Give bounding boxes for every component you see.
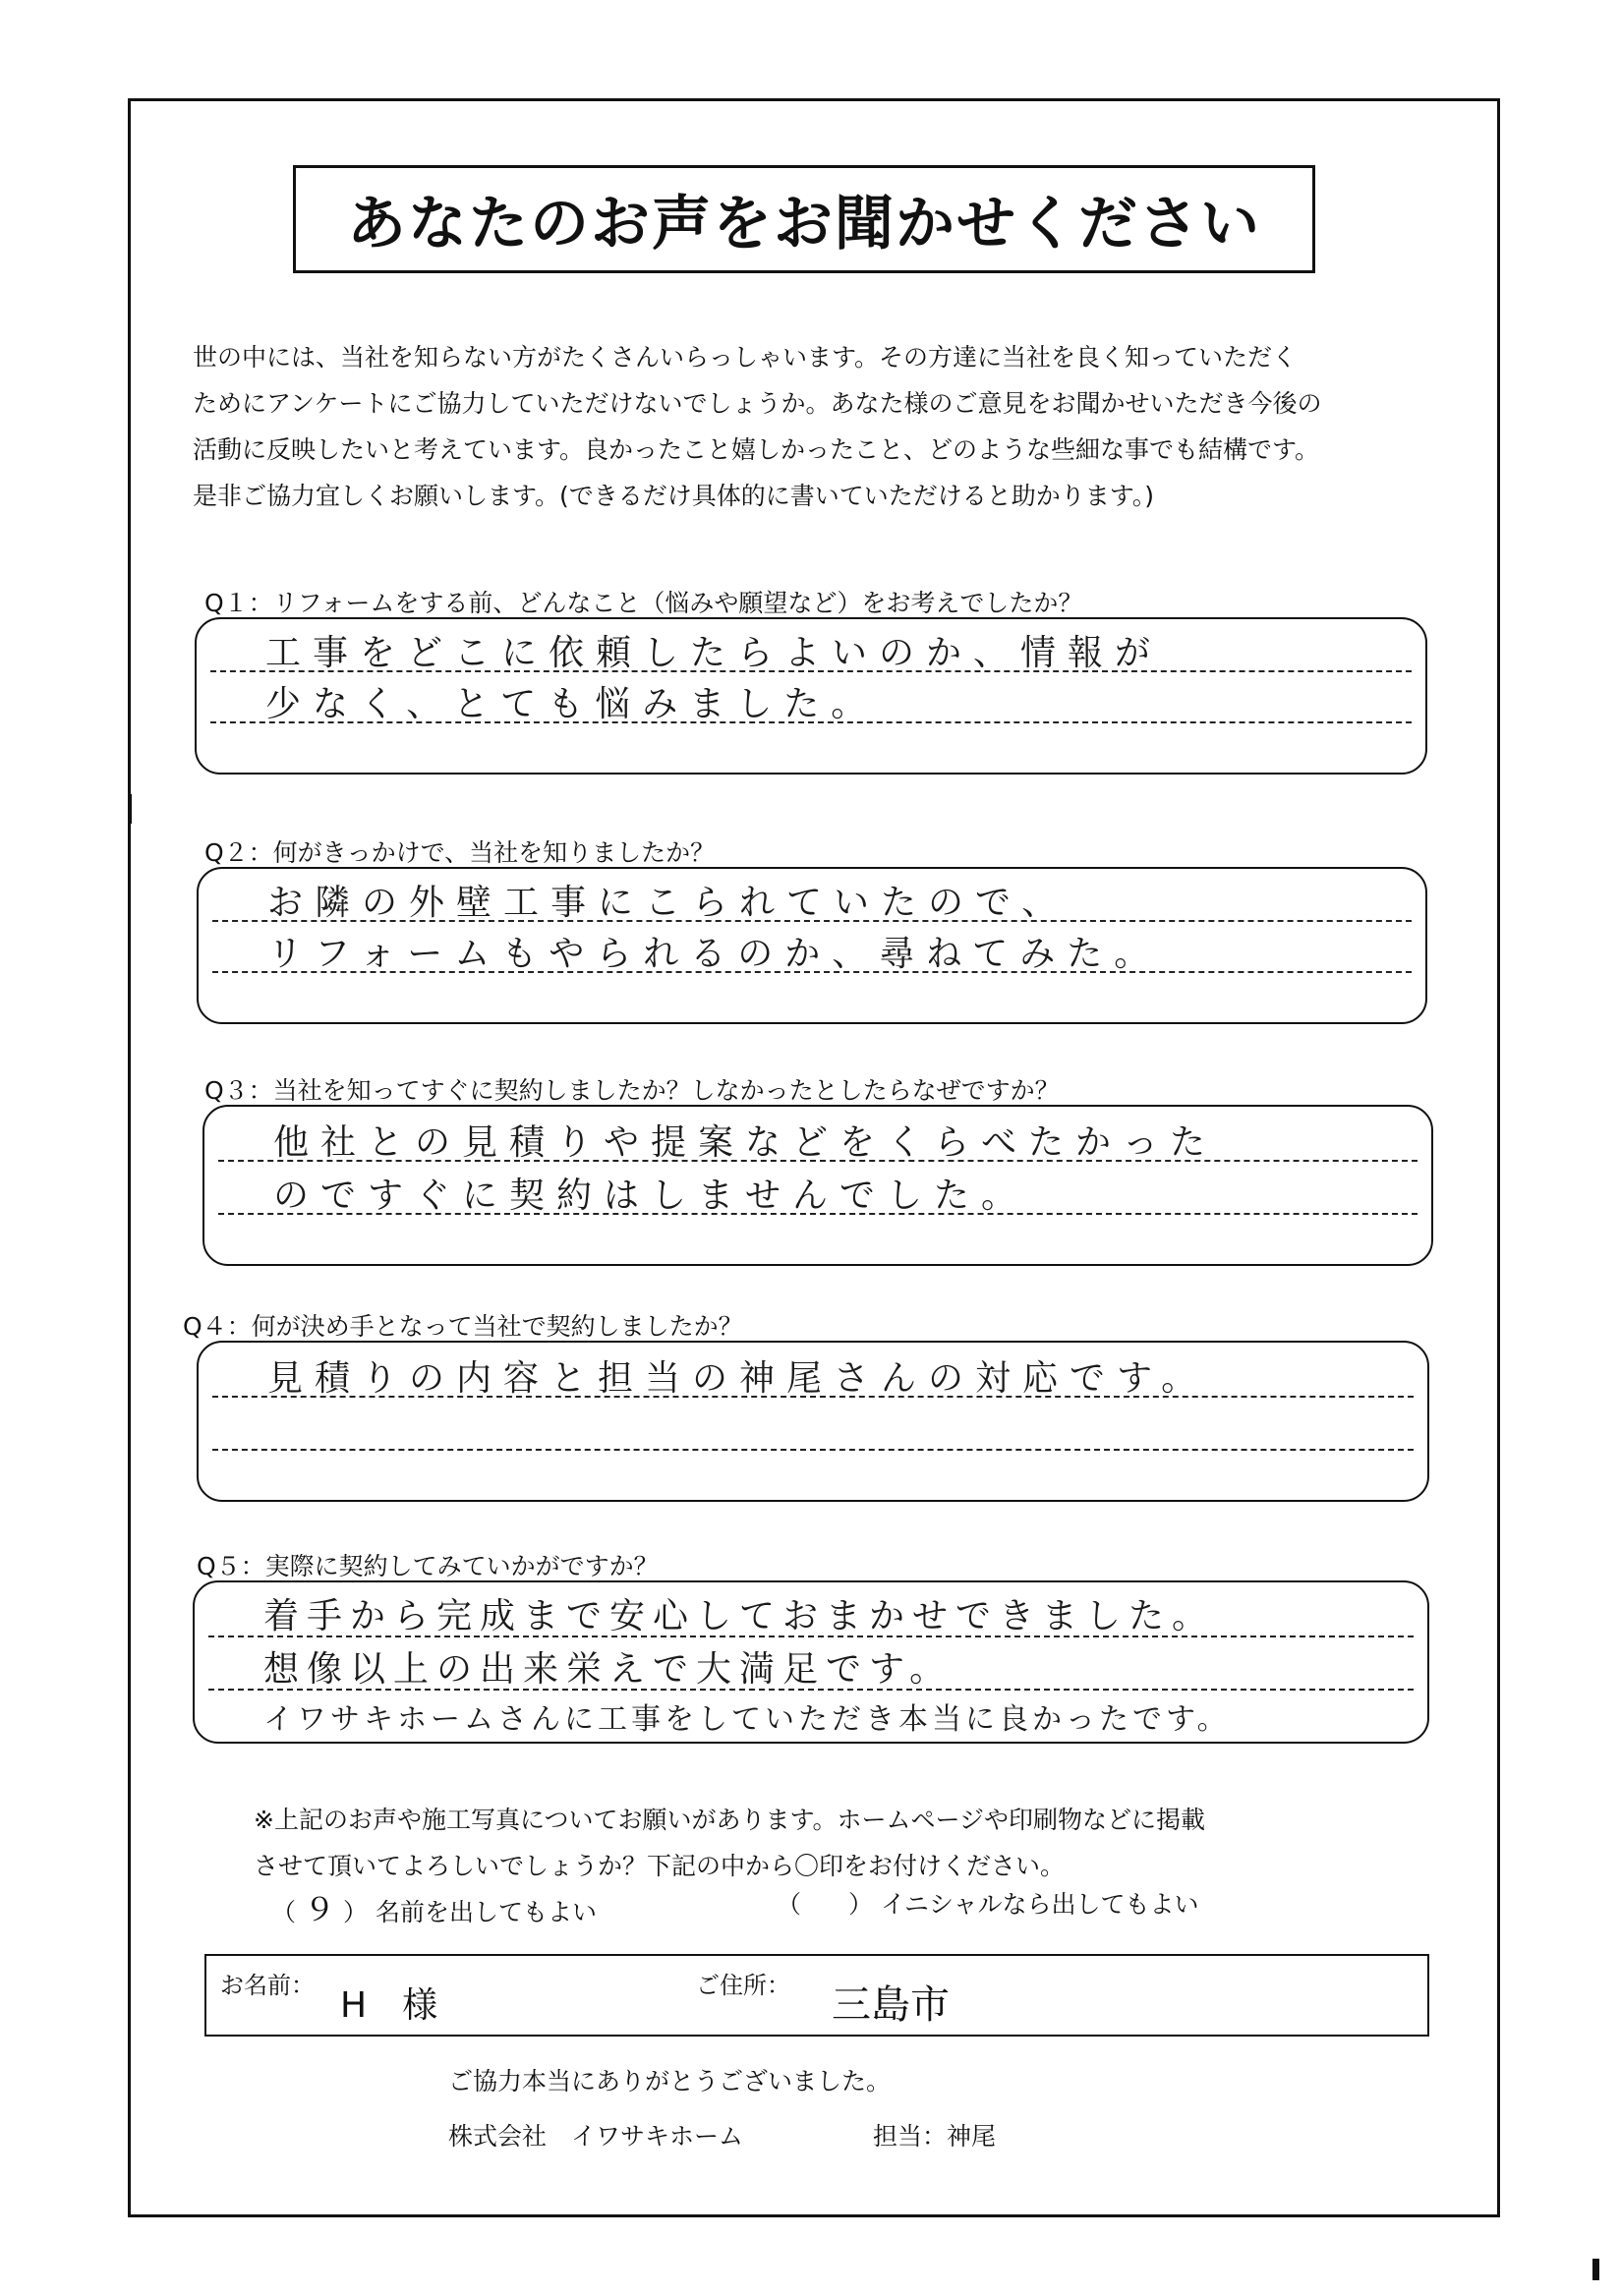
option-label: 名前を出してもよい — [375, 1898, 597, 1926]
answer-line: のですぐに契約はしませんでした。 — [273, 1176, 1029, 1216]
staff-name: 担当：神尾 — [873, 2122, 997, 2151]
address-value: 三島市 — [832, 1982, 950, 2028]
option-label: イニシャルなら出してもよい — [880, 1890, 1199, 1919]
intro-line: 活動に反映したいと考えています。良かったこと嬉しかったこと、どのような些細な事でも結構です。 — [193, 435, 1320, 464]
permission-note — [254, 1797, 1205, 1889]
answer-box-5 — [193, 1580, 1429, 1744]
name-address-box — [204, 1954, 1429, 2037]
answer-box-1 — [195, 617, 1427, 775]
question-5-label: Q５：実際に契約してみていかがですか？ — [197, 1552, 659, 1580]
answer-box-3 — [202, 1105, 1433, 1266]
answer-line: 工事をどこに依頼したらよいのか、情報が — [265, 633, 1163, 673]
option-mark: ９ — [304, 1891, 336, 1928]
note-line: させて頂いてよろしいでしょうか？下記の中から〇印をお付けください。 — [254, 1852, 1066, 1880]
name-label: お名前： — [220, 1972, 315, 1999]
intro-line: ためにアンケートにご協力していただけないでしょうか。あなた様のご意見をお聞かせいただき今後の — [193, 389, 1322, 418]
answer-line: 他社との見積りや提案などをくらべたかった — [273, 1122, 1218, 1163]
name-value: H 様 — [340, 1985, 438, 2026]
question-2-label: Q２：何がきっかけで、当社を知りましたか？ — [204, 838, 716, 867]
title-box — [293, 165, 1315, 273]
company-name: 株式会社 イワサキホーム — [448, 2122, 744, 2151]
answer-line: リフォームもやられるのか、尋ねてみた。 — [267, 934, 1162, 974]
intro-text — [193, 334, 1461, 519]
answer-line: 見積りの内容と担当の神尾さんの対応です。 — [267, 1358, 1209, 1399]
page-title: あなたのお声をお聞かせください — [347, 190, 1261, 258]
answer-line: お隣の外壁工事にこられていたので、 — [267, 883, 1070, 923]
note-line: ※上記のお声や施工写真についてお願いがあります。ホームページや印刷物などに掲載 — [254, 1806, 1205, 1834]
intro-line: 是非ご協力宜しくお願いします。(できるだけ具体的に書いていただけると助かります。) — [193, 482, 1155, 510]
option-name-ok[interactable]: （ ９ ） 名前を出してもよい — [271, 1885, 597, 1930]
edge-mark — [1592, 2259, 1599, 2280]
answer-box-4 — [197, 1341, 1429, 1502]
question-3-label: Q３：当社を知ってすぐに契約しましたか？しなかったとしたらなぜですか？ — [204, 1076, 1060, 1105]
edge-mark — [128, 794, 132, 824]
address-label: ご住所： — [696, 1972, 790, 1999]
answer-line: 少なく、とても悩みました。 — [265, 684, 879, 724]
thanks-text: ご協力本当にありがとうございました。 — [448, 2067, 892, 2095]
question-4-label: Q４：何が決め手となって当社で契約しましたか？ — [183, 1312, 743, 1341]
answer-line: 想像以上の出来栄えで大満足です。 — [263, 1649, 954, 1690]
answer-box-2 — [197, 867, 1427, 1024]
answer-line: イワサキホームさんに工事をしていただき本当に良かったです。 — [263, 1702, 1231, 1737]
option-initial-ok[interactable]: （ ） イニシャルなら出してもよい — [777, 1890, 1199, 1919]
answer-line: 着手から完成まで安心しておまかせできました。 — [263, 1596, 1216, 1636]
question-1-label: Q１：リフォームをする前、どんなこと（悩みや願望など）をお考えでしたか？ — [204, 589, 1083, 617]
intro-line: 世の中には、当社を知らない方がたくさんいらっしゃいます。その方達に当社を良く知っていただく — [193, 343, 1298, 372]
